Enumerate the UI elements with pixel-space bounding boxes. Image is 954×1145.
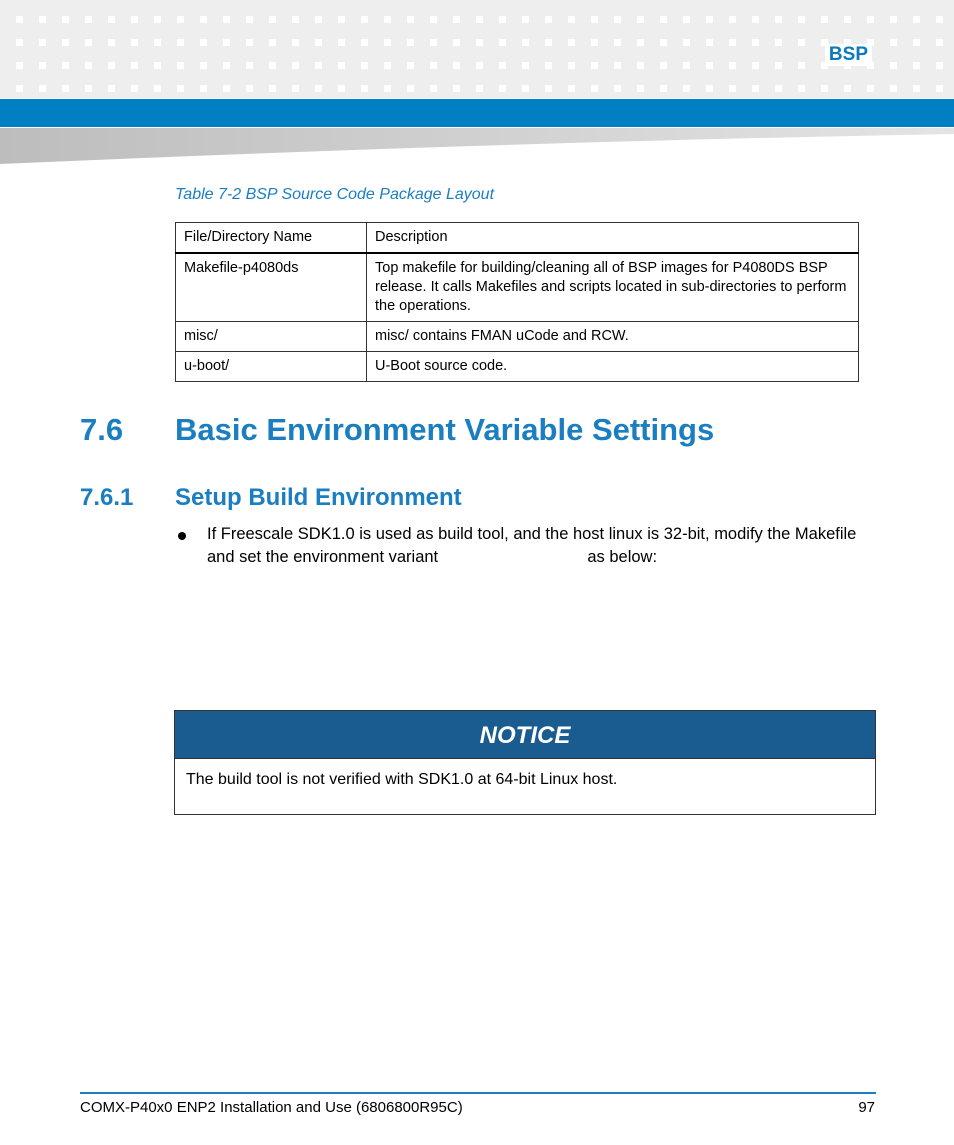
subsection-heading [80,484,462,512]
header-pattern [0,0,954,98]
footer-divider [80,1092,876,1094]
column-header-description: Description [367,223,859,254]
notice-box [174,710,876,815]
notice-heading: NOTICE [175,711,875,759]
list-item [178,523,868,569]
chapter-title: BSP [825,44,872,66]
bullet-icon [178,532,186,540]
section-heading [80,412,714,448]
cell-file: Makefile-p4080ds [176,253,367,322]
notice-body: The build tool is not verified with SDK1.0 at 64-bit Linux host. [186,771,618,788]
cell-file: misc/ [176,322,367,352]
footer-doc-title: COMX-P40x0 ENP2 Installation and Use (6806800R95C) [80,1099,463,1116]
page-number: 97 [858,1099,875,1116]
table-caption: Table 7-2 BSP Source Code Package Layout [175,186,495,203]
column-header-file: File/Directory Name [176,223,367,254]
bsp-layout-table [175,222,859,382]
header-gray-swoosh [0,128,954,164]
bullet-text: If Freescale SDK1.0 is used as build tool, and the host linux is 32-bit, modify the Makefile and set the environment variant [207,525,857,566]
table-header-row [176,223,859,254]
table-row [176,352,859,382]
cell-description: Top makefile for building/cleaning all of BSP images for P4080DS BSP release. It calls Makefiles and scripts located in sub-directories to perform the operations. [367,253,859,322]
cell-description: misc/ contains FMAN uCode and RCW. [367,322,859,352]
cell-file: u-boot/ [176,352,367,382]
header-blue-bar [0,99,954,127]
section-title: Basic Environment Variable Settings [175,412,715,447]
bullet-text-end: as below: [587,548,658,566]
section-number: 7.6 [80,412,124,447]
cell-description: U-Boot source code. [367,352,859,382]
subsection-title: Setup Build Environment [175,484,462,511]
table-row [176,253,859,322]
table-row [176,322,859,352]
subsection-number: 7.6.1 [80,484,134,511]
